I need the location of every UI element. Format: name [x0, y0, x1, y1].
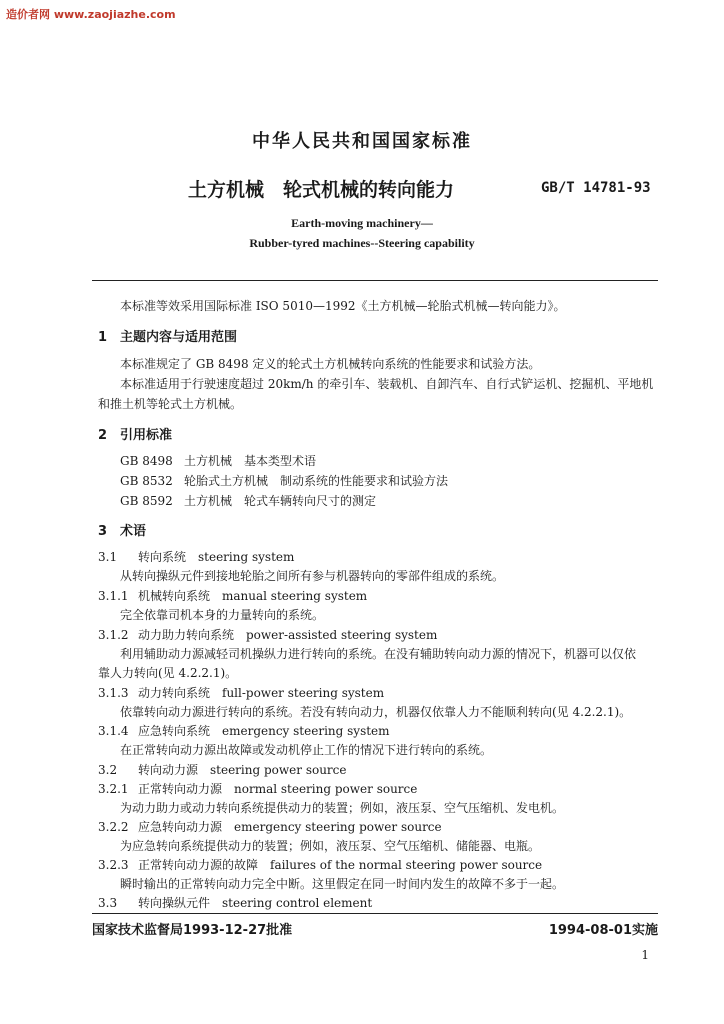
term-3-1-3-definition: 依靠转向动力源进行转向的系统。若没有转向动力，机器仅依靠人力不能顺利转向(见 4.2.2.1)。: [120, 705, 632, 719]
standard-code: GB/T 14781-93: [541, 180, 651, 196]
section-title: 术语: [120, 524, 147, 539]
term-3-2-3: [98, 856, 542, 873]
document-title: 土方机械 轮式机械的转向能力: [188, 179, 455, 201]
term-3-1-2: [98, 626, 437, 643]
term-3-1-4-definition: 在正常转向动力源出故障或发动机停止工作的情况下进行转向的系统。: [120, 743, 493, 757]
page-number: 1: [641, 948, 649, 962]
term-number: 3.1.4: [98, 724, 129, 738]
term-name: 机械转向系统 manual steering system: [138, 589, 368, 603]
term-number: 3.1.1: [98, 589, 129, 603]
header-divider: [92, 280, 658, 281]
effective-date: 1994-08-01实施: [548, 923, 658, 938]
term-name: 正常转向动力源的故障 failures of the normal steering power source: [138, 858, 543, 872]
term-number: 3.3: [98, 896, 118, 910]
section-title: 引用标准: [120, 428, 173, 443]
reference-title: 土方机械 轮式车辆转向尺寸的测定: [184, 494, 377, 508]
term-number: 3.2: [98, 763, 118, 777]
term-number: 3.1: [98, 550, 118, 564]
section-number: 3: [98, 524, 108, 539]
term-name: 转向动力源 steering power source: [138, 763, 347, 777]
term-number: 3.2.1: [98, 782, 129, 796]
term-3-1: [98, 548, 294, 565]
section-1-para1: 本标准规定了 GB 8498 定义的轮式土方机械转向系统的性能要求和试验方法。: [120, 357, 541, 371]
reference-title: 轮胎式土方机械 制动系统的性能要求和试验方法: [184, 474, 449, 488]
reference-code: GB 8498: [120, 454, 173, 468]
reference-item: [120, 472, 448, 489]
term-number: 3.2.3: [98, 858, 129, 872]
term-3-1-2-definition-line1: 利用辅助动力源减轻司机操纵力进行转向的系统。在没有辅助转向动力源的情况下，机器可以仅依: [120, 647, 637, 661]
reference-code: GB 8592: [120, 494, 173, 508]
standard-type-heading: 中华人民共和国国家标准: [252, 131, 472, 152]
term-3-2-2-definition: 为应急转向系统提供动力的装置；例如，液压泵、空气压缩机、储能器、电瓶。: [120, 839, 541, 853]
term-name: 动力转向系统 full-power steering system: [138, 686, 385, 700]
reference-item: [120, 452, 316, 469]
term-3-2-3-definition: 瞬时输出的正常转向动力完全中断。这里假定在同一时间内发生的故障不多于一起。: [120, 877, 565, 891]
term-3-1-2-definition-line2: 靠人力转向(见 4.2.2.1)。: [98, 666, 238, 680]
term-3-1-3: [98, 684, 384, 701]
section-1-heading: [98, 326, 237, 345]
term-3-2: [98, 761, 346, 778]
approval-statement: 国家技术监督局1993-12-27批准: [92, 923, 293, 938]
term-number: 3.1.2: [98, 628, 129, 642]
term-name: 正常转向动力源 normal steering power source: [138, 782, 418, 796]
reference-item: [120, 492, 376, 509]
term-name: 应急转向系统 emergency steering system: [138, 724, 390, 738]
section-1-para2-line1: 本标准适用于行驶速度超过 20km/h 的牵引车、装载机、自卸汽车、自行式铲运机、挖掘机、平地机: [120, 377, 654, 391]
site-watermark: 造价者网 www.zaojiazhe.com: [6, 8, 176, 21]
section-number: 2: [98, 428, 108, 443]
term-name: 应急转向动力源 emergency steering power source: [138, 820, 442, 834]
term-3-1-4: [98, 722, 390, 739]
section-number: 1: [98, 330, 108, 345]
term-3-2-1-definition: 为动力助力或动力转向系统提供动力的装置；例如，液压泵、空气压缩机、发电机。: [120, 801, 565, 815]
section-title: 主题内容与适用范围: [120, 330, 238, 345]
reference-title: 土方机械 基本类型术语: [184, 454, 317, 468]
term-name: 转向系统 steering system: [138, 550, 295, 564]
footer-divider: [92, 913, 658, 914]
term-name: 转向操纵元件 steering control element: [138, 896, 373, 910]
intro-paragraph: 本标准等效采用国际标准 ISO 5010—1992《土方机械—轮胎式机械—转向能力》。: [120, 299, 566, 313]
term-3-2-1: [98, 780, 417, 797]
term-3-1-1: [98, 587, 367, 604]
english-title-line1: Earth-moving machinery—: [291, 216, 433, 230]
term-3-1-definition: 从转向操纵元件到接地轮胎之间所有参与机器转向的零部件组成的系统。: [120, 569, 505, 583]
term-3-3: [98, 894, 372, 911]
section-3-heading: [98, 520, 146, 539]
term-number: 3.1.3: [98, 686, 129, 700]
english-title-line2: Rubber-tyred machines--Steering capability: [249, 236, 475, 250]
reference-code: GB 8532: [120, 474, 173, 488]
term-name: 动力助力转向系统 power-assisted steering system: [138, 628, 438, 642]
term-3-1-1-definition: 完全依靠司机本身的力量转向的系统。: [120, 608, 325, 622]
term-number: 3.2.2: [98, 820, 129, 834]
term-3-2-2: [98, 818, 442, 835]
section-1-para2-line2: 和推土机等轮式土方机械。: [98, 397, 243, 411]
section-2-heading: [98, 424, 172, 443]
